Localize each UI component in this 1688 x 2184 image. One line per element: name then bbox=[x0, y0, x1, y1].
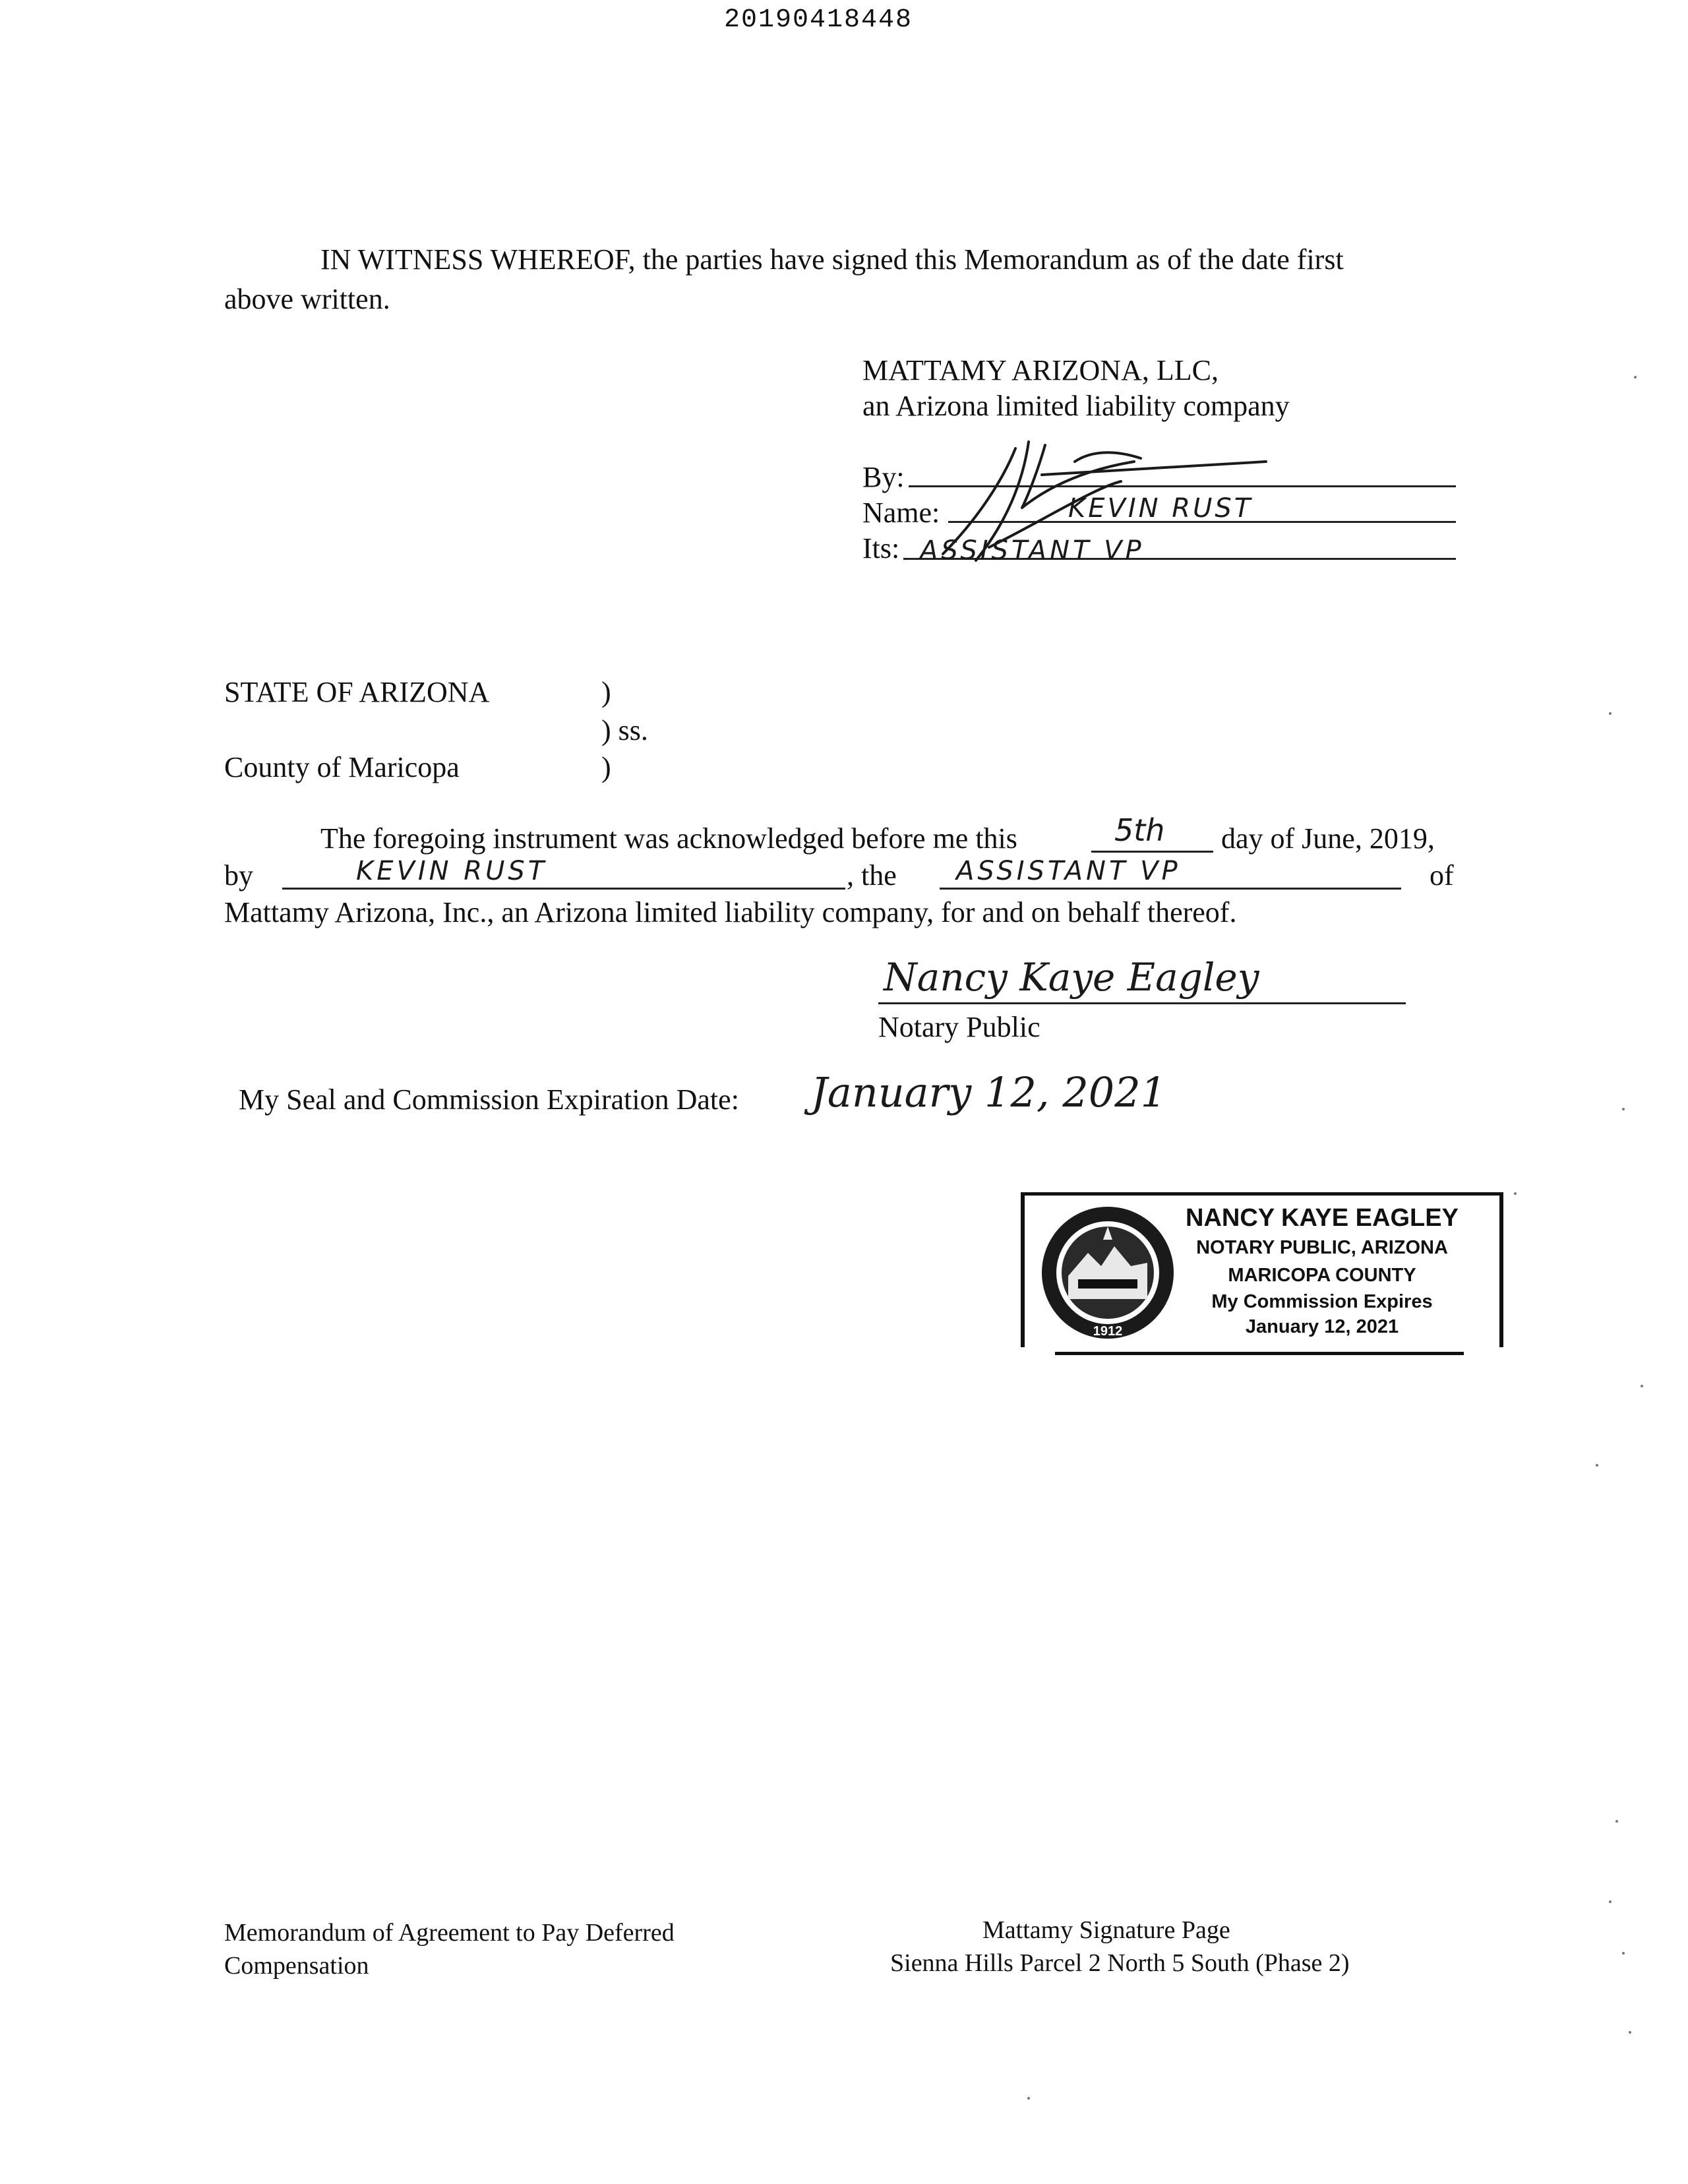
scan-speck bbox=[1622, 1108, 1625, 1110]
ack-line1-end: day of June, 2019, bbox=[1221, 822, 1435, 855]
ack-by-label: by bbox=[224, 859, 253, 892]
stamp-title: NOTARY PUBLIC, ARIZONA bbox=[1196, 1237, 1448, 1258]
notary-stamp-underline bbox=[1055, 1352, 1464, 1355]
seal-year: 1912 bbox=[1093, 1324, 1123, 1339]
ack-title-handwritten: ASSISTANT VP bbox=[956, 856, 1181, 886]
ack-person-handwritten: KEVIN RUST bbox=[356, 856, 548, 886]
ack-day-line bbox=[1091, 851, 1213, 853]
company-name: MATTAMY ARIZONA, LLC, bbox=[862, 354, 1219, 386]
witness-line-1: IN WITNESS WHEREOF, the parties have signed this Memorandum as of the date first bbox=[320, 243, 1344, 276]
scan-speck bbox=[1027, 2097, 1030, 2100]
company-type: an Arizona limited liability company bbox=[862, 390, 1290, 422]
company-signature-scribble bbox=[923, 422, 1292, 574]
scan-speck bbox=[1514, 1192, 1517, 1195]
scan-speck bbox=[1622, 1952, 1625, 1955]
notary-signature-line bbox=[878, 1002, 1406, 1004]
ack-person-line bbox=[282, 888, 845, 890]
scan-speck bbox=[1596, 1464, 1598, 1467]
ack-day-handwritten: 5th bbox=[1114, 812, 1165, 848]
witness-line-2: above written. bbox=[224, 283, 390, 315]
expiration-label: My Seal and Commission Expiration Date: bbox=[239, 1083, 739, 1116]
venue-county: County of Maricopa bbox=[224, 751, 460, 783]
footer-right-line2: Sienna Hills Parcel 2 North 5 South (Phase 2) bbox=[890, 1949, 1350, 1977]
scan-speck bbox=[1634, 376, 1637, 379]
arizona-state-seal bbox=[1039, 1200, 1177, 1349]
its-handwritten: ASSISTANT VP bbox=[920, 535, 1145, 566]
ack-line3: Mattamy Arizona, Inc., an Arizona limited liability company, for and on behalf thereof. bbox=[224, 896, 1237, 928]
expiration-handwritten: January 12, 2021 bbox=[811, 1068, 1167, 1116]
stamp-county: MARICOPA COUNTY bbox=[1228, 1265, 1416, 1286]
scan-speck bbox=[1609, 712, 1612, 715]
venue-paren-open: ) bbox=[601, 676, 611, 708]
notary-signature: Nancy Kaye Eagley bbox=[884, 955, 1259, 1000]
ack-of-label: of bbox=[1430, 859, 1454, 892]
footer-left-line2: Compensation bbox=[224, 1952, 369, 1980]
venue-ss: ) ss. bbox=[601, 714, 648, 746]
scan-speck bbox=[1615, 1820, 1618, 1823]
ack-line1-start: The foregoing instrument was acknowledged before me this bbox=[320, 822, 1017, 855]
name-label: Name: bbox=[862, 497, 940, 529]
stamp-expires-date: January 12, 2021 bbox=[1245, 1316, 1399, 1337]
its-label: Its: bbox=[862, 532, 900, 564]
footer-right-line1: Mattamy Signature Page bbox=[982, 1916, 1230, 1944]
scan-speck bbox=[1641, 1385, 1643, 1387]
ack-title-line bbox=[940, 888, 1401, 890]
document-number: 20190418448 bbox=[724, 5, 913, 35]
ack-the-label: , the bbox=[847, 859, 897, 892]
scan-speck bbox=[1609, 1900, 1612, 1903]
venue-paren-close: ) bbox=[601, 751, 611, 783]
by-label: By: bbox=[862, 461, 905, 493]
venue-state: STATE OF ARIZONA bbox=[224, 676, 490, 708]
footer-left-line1: Memorandum of Agreement to Pay Deferred bbox=[224, 1919, 675, 1947]
notary-label: Notary Public bbox=[878, 1011, 1040, 1043]
stamp-name: NANCY KAYE EAGLEY bbox=[1186, 1204, 1459, 1232]
scan-speck bbox=[1629, 2031, 1631, 2034]
name-handwritten: KEVIN RUST bbox=[1068, 493, 1253, 524]
stamp-expires-label: My Commission Expires bbox=[1211, 1291, 1433, 1312]
